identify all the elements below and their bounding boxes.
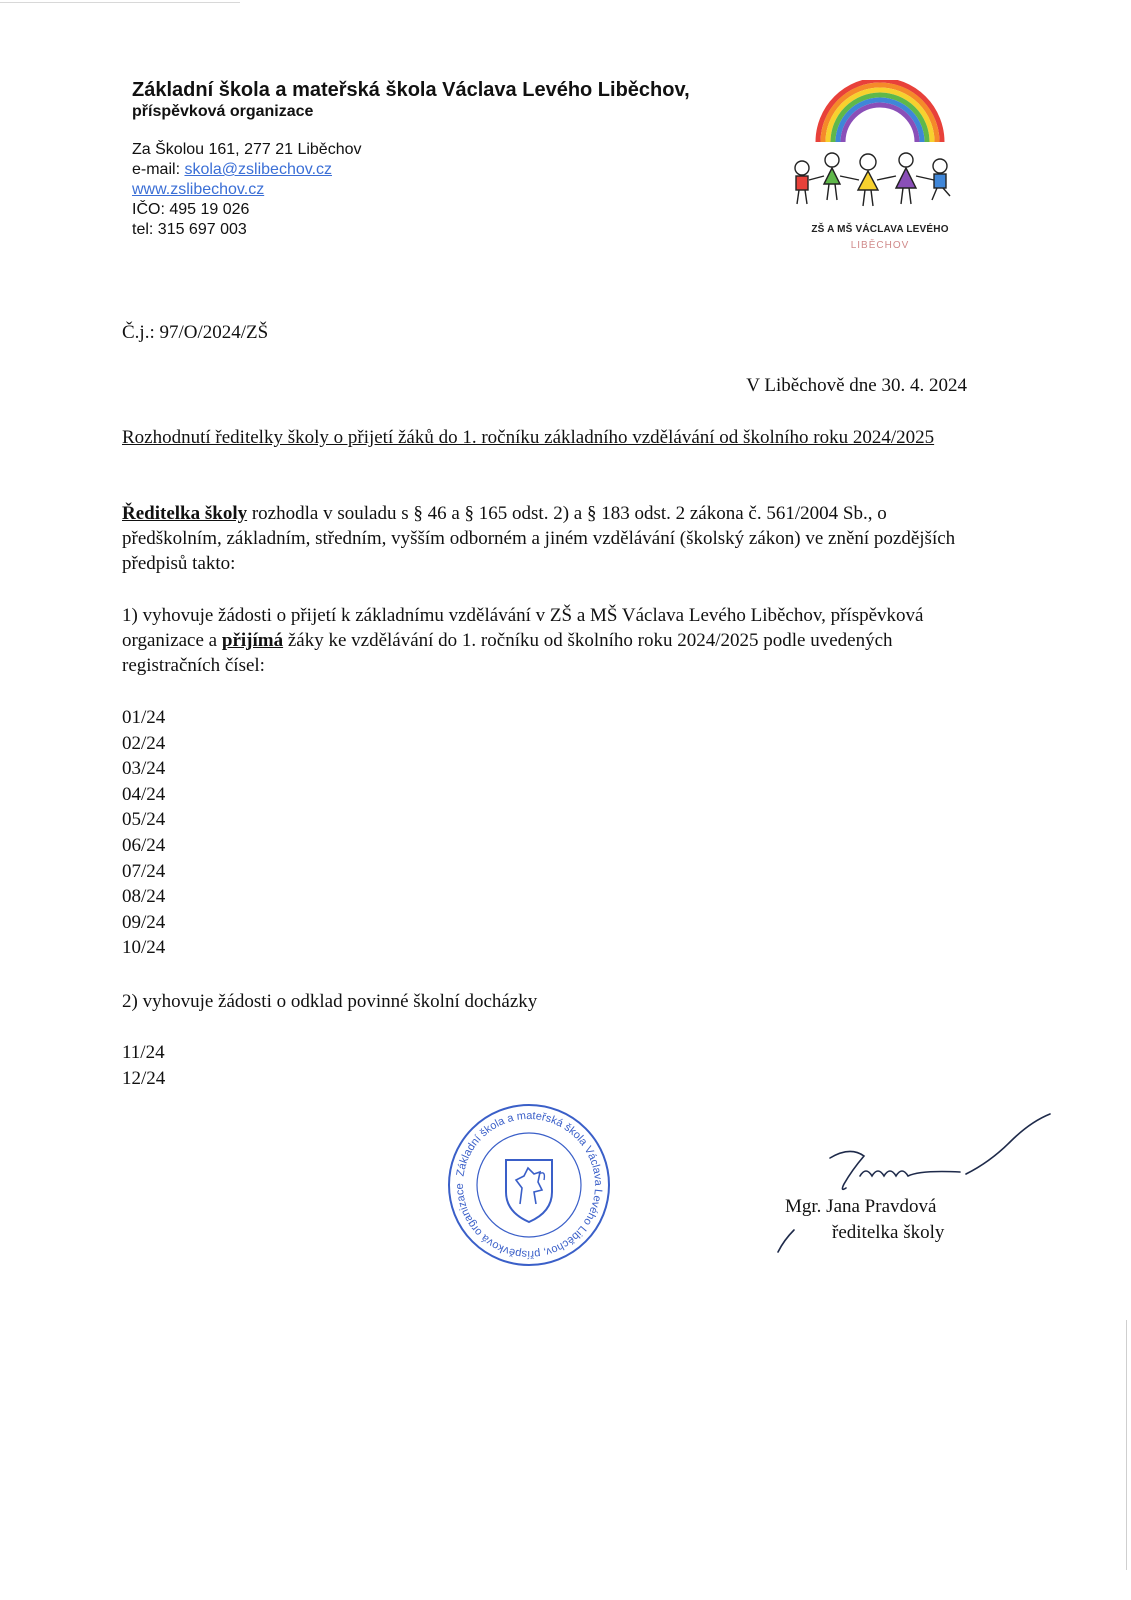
place-date: V Liběchově dne 30. 4. 2024 [746, 375, 967, 396]
stamp-text: Základní škola a mateřská škola Václava Levého Liběchov, příspěvková organizace [453, 1109, 605, 1261]
list-item: 12/24 [122, 1067, 166, 1089]
list-item: 07/24 [122, 860, 166, 882]
reference-number: Č.j.: 97/O/2024/ZŠ [122, 322, 269, 343]
list-item: 06/24 [122, 834, 166, 856]
list-item: 03/24 [122, 758, 166, 780]
list-item: 02/24 [122, 732, 166, 754]
list-item: 10/24 [122, 937, 166, 959]
rainbow-kids-icon [780, 80, 980, 220]
logo-title: ZŠ A MŠ VÁCLAVA LEVÉHO [811, 224, 949, 235]
list-item: 08/24 [122, 886, 166, 908]
point-1-bold: přijímá [221, 630, 284, 651]
list-item: 09/24 [122, 911, 166, 933]
point-1-text-b: žáky ke vzdělávání do 1. ročníku od školního roku 2024/2025 podle uvedených registračních čísel: [122, 630, 893, 676]
scan-edge-line [1126, 1320, 1127, 1570]
point-1 [122, 603, 972, 678]
signer-role: ředitelka školy [832, 1222, 945, 1243]
accepted-list [122, 705, 165, 961]
school-logo [780, 80, 980, 256]
intro-bold: Ředitelka školy [122, 503, 248, 524]
letterhead [132, 78, 690, 240]
list-item: 01/24 [122, 707, 166, 728]
official-stamp-icon [444, 1100, 614, 1270]
point-2: 2) vyhovuje žádosti o odklad povinné školní docházky [122, 991, 538, 1012]
school-address: Za Školou 161, 277 21 Liběchov [132, 141, 362, 158]
top-divider [0, 2, 240, 3]
school-email-line [132, 160, 690, 180]
intro-paragraph [122, 501, 972, 576]
decision-title: Rozhodnutí ředitelky školy o přijetí žáků do 1. ročníku základního vzdělávání od školního roku 2024/2025 [122, 427, 935, 448]
school-ico: IČO: 495 19 026 [132, 201, 250, 218]
list-item: 04/24 [122, 783, 166, 805]
school-org: příspěvková organizace [132, 103, 314, 120]
school-web-line [132, 180, 690, 200]
list-item: 11/24 [122, 1042, 165, 1063]
list-item: 05/24 [122, 809, 166, 831]
web-link[interactable]: www.zslibechov.cz [132, 181, 265, 198]
intro-text: rozhodla v souladu s § 46 a § 165 odst. 2) a § 183 odst. 2 zákona č. 561/2004 Sb., o předškolním, základním, středním, vyšším odborném a jiném vzdělávání (školský zákon) ve znění pozdějších předpisů takto: [122, 503, 956, 574]
email-link[interactable]: skola@zslibechov.cz [184, 161, 333, 178]
deferred-list [122, 1040, 165, 1091]
point-1-text-a: 1) vyhovuje žádosti o přijetí k základnímu vzdělávání v ZŠ a MŠ Václava Levého Liběchov, příspěvková organizace a [122, 605, 924, 651]
signer-name: Mgr. Jana Pravdová [785, 1196, 937, 1217]
email-label: e-mail: [132, 161, 185, 178]
school-name: Základní škola a mateřská škola Václava Levého Liběchov, [132, 79, 690, 101]
school-phone: tel: 315 697 003 [132, 221, 247, 238]
logo-subtitle: LIBĚCHOV [850, 240, 910, 251]
